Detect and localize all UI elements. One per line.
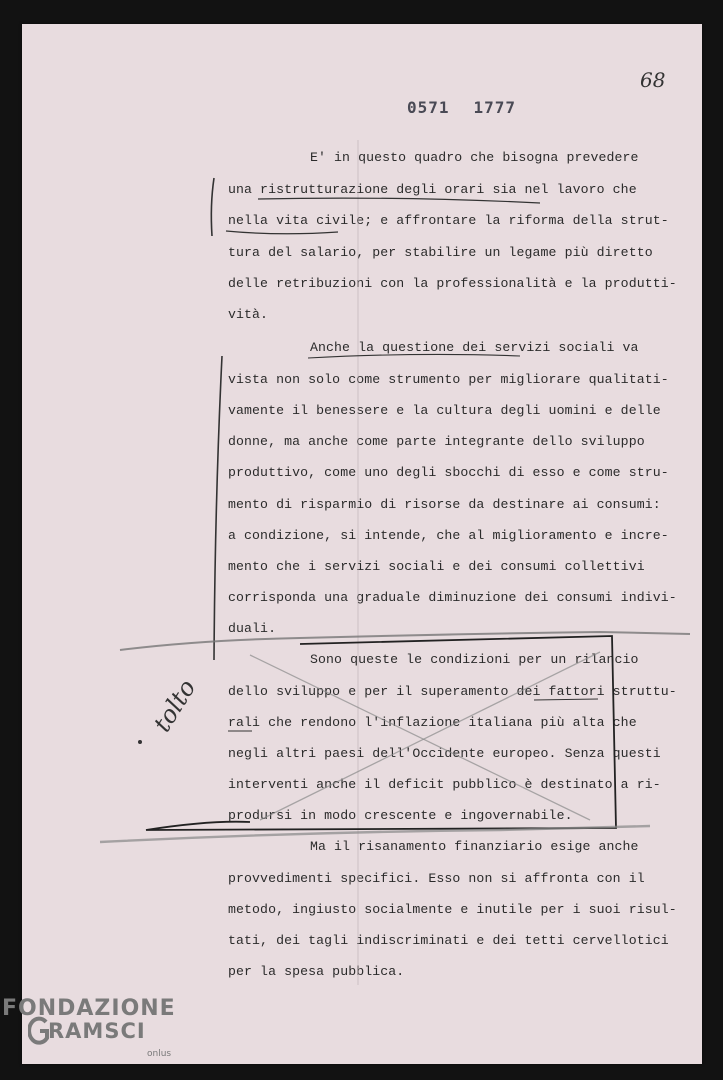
pencil-dot xyxy=(138,740,142,744)
text-line: nella vita civile; e affrontare la riforma della strut- xyxy=(228,213,669,228)
text-line: a condizione, si intende, che al miglioramento e incre- xyxy=(228,528,669,543)
text-line: per la spesa pubblica. xyxy=(228,964,405,979)
text-line: tati, dei tagli indiscriminati e dei tetti cervellotici xyxy=(228,933,669,948)
cross-out-stroke xyxy=(260,652,600,820)
margin-bracket-mark xyxy=(211,178,214,236)
underline-mark xyxy=(308,354,520,358)
text-line: vità. xyxy=(228,307,269,322)
watermark-line: FONDAZIONE xyxy=(2,996,176,1021)
text-line: rali che rendono l'inflazione italiana più alta che xyxy=(228,715,637,730)
text-line: corrisponda una graduale diminuzione dei consumi indivi- xyxy=(228,590,677,605)
handwritten-margin-note: tolto xyxy=(148,674,202,737)
text-line: dello sviluppo e per il superamento dei fattori struttu- xyxy=(228,684,677,699)
box-outline-mark xyxy=(146,636,616,830)
underline-mark xyxy=(258,198,540,203)
text-line: Anche la questione dei servizi sociali va xyxy=(310,340,639,355)
margin-bracket-mark xyxy=(214,356,222,660)
watermark-line: RAMSCI xyxy=(48,1019,146,1043)
text-line: delle retribuzioni con la professionalità e la produtti- xyxy=(228,276,677,291)
archive-number-part: 0571 xyxy=(407,98,450,117)
text-line: Ma il risanamento finanziario esige anche xyxy=(310,839,639,854)
text-line: una ristrutturazione degli orari sia nel lavoro che xyxy=(228,182,637,197)
text-line: provvedimenti specifici. Esso non si affronta con il xyxy=(228,871,645,886)
text-line: vista non solo come strumento per migliorare qualitati- xyxy=(228,372,669,387)
text-line: Sono queste le condizioni per un rilancio xyxy=(310,652,639,667)
text-line: tura del salario, per stabilire un legame più diretto xyxy=(228,245,653,260)
text-line: donne, ma anche come parte integrante dello sviluppo xyxy=(228,434,645,449)
text-line: negli altri paesi dell'Occidente europeo. Senza questi xyxy=(228,746,661,761)
underline-mark xyxy=(226,231,338,234)
archive-number-part: 1777 xyxy=(473,98,517,117)
text-line: prodursi in modo crescente e ingovernabile. xyxy=(228,808,573,823)
watermark-suffix: onlus xyxy=(147,1049,172,1059)
cross-out-stroke xyxy=(250,655,590,820)
underline-mark xyxy=(534,699,598,700)
text-line: mento che i servizi sociali e dei consumi collettivi xyxy=(228,559,645,574)
text-line: mento di risparmio di risorse da destinare ai consumi: xyxy=(228,497,661,512)
handwritten-page-number: 68 xyxy=(640,68,666,92)
text-line: metodo, ingiusto socialmente e inutile per i suoi risul- xyxy=(228,902,677,917)
text-line: E' in questo quadro che bisogna prevedere xyxy=(310,150,639,165)
text-line: produttivo, come uno degli sbocchi di esso e come stru- xyxy=(228,465,669,480)
watermark-g-icon xyxy=(28,1016,50,1046)
text-line: duali. xyxy=(228,621,277,636)
text-line: interventi anche il deficit pubblico è destinato a ri- xyxy=(228,777,661,792)
text-line: vamente il benessere e la cultura degli uomini e delle xyxy=(228,403,661,418)
